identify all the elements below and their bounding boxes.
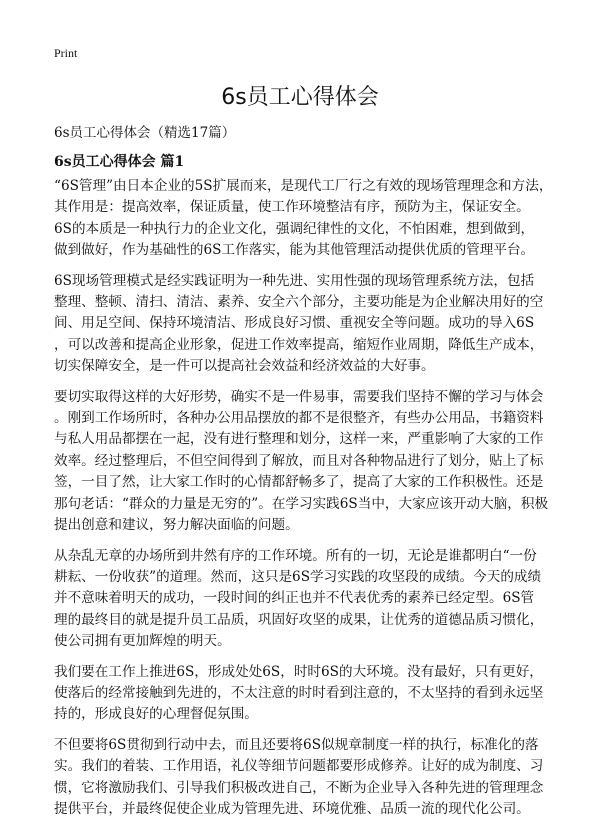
paragraph-line: 效率。经过整理后，不但空间得到了解放，而且对各种物品进行了划分，贴上了标 — [54, 452, 544, 469]
paragraph-line: 使公司拥有更加辉煌的明天。 — [54, 633, 231, 650]
article-body — [54, 176, 554, 829]
paragraph — [54, 546, 554, 653]
paragraph — [54, 387, 554, 537]
paragraph-line: 我们要在工作上推进6S，形成处处6S，时时6S的大环境。没有最好，只有更好， — [54, 663, 543, 680]
paragraph-line: 。刚到工作场所时，各种办公用品摆放的都不是很整齐，有些办公用品，书籍资料 — [54, 410, 544, 427]
paragraph-line: 做到做好，作为基础性的6S工作落实，能为其他管理活动提供优质的管理平台。 — [54, 242, 535, 259]
paragraph-line: 耕耘、一份收获”的道理。然而，这只是6S学习实践的攻坚段的成绩。今天的成绩 — [54, 568, 542, 585]
paragraph-line: 实。我们的着装、工作用语，礼仪等细节问题都要形成修养。让好的成为制度、习 — [54, 758, 544, 775]
paragraph-line: 使落后的经常接触到先进的，不太注意的时时看到注意的，不太坚持的看到永远坚 — [54, 684, 544, 701]
section-heading: 6s员工心得体会 篇1 — [54, 154, 185, 170]
paragraph — [54, 662, 554, 726]
paragraph-line: 间、用足空间、保持环境清洁、形成良好习惯、重视安全等问题。成功的导入6S — [54, 315, 535, 332]
paragraph-line: 不但要将6S贯彻到行动中去，而且还要将6S似规章制度一样的执行，标准化的落 — [54, 736, 539, 753]
paragraph-line: 6S的本质是一种执行力的企业文化，强调纪律性的文化，不怕困难，想到做到， — [54, 220, 535, 237]
paragraph-line: 持的，形成良好的心理督促氛围。 — [54, 706, 258, 723]
paragraph-line: 并不意味着明天的成功，一段时间的纠正也并不代表优秀的素养已经定型。6S管 — [54, 590, 535, 607]
paragraph-line: 理的最终目的就是提升员工品质，巩固好攻坚的成果，让优秀的道德品质习惯化， — [54, 611, 544, 628]
paragraph-line: ，可以改善和提高企业形象，促进工作效率提高，缩短作业周期，降低生产成本， — [54, 336, 544, 353]
paragraph-line: 从杂乱无章的办场所到井然有序的工作环境。所有的一切，无论是谁都明白“一份 — [54, 547, 537, 564]
paragraph-line: 要切实取得这样的大好形势，确实不是一件易事，需要我们坚持不懈的学习与体会 — [54, 388, 544, 405]
paragraph — [54, 735, 554, 821]
page-title: 6s员工心得体会 — [221, 85, 379, 110]
paragraph-line: 提出创意和建议，努力解决面临的问题。 — [54, 517, 299, 534]
paragraph-line: “6S管理”由日本企业的5S扩展而来，是现代工厂行之有效的现场管理理念和方法， — [54, 178, 553, 194]
paragraph — [54, 271, 554, 378]
print-link[interactable]: Print — [54, 46, 78, 60]
paragraph-line: 其作用是：提高效率，保证质量，使工作环境整洁有序，预防为主，保证安全。 — [54, 199, 530, 216]
paragraph-line: 整理、整顿、清扫、清洁、素养、安全六个部分，主要功能是为企业解决用好的空 — [54, 294, 544, 311]
paragraph — [54, 176, 554, 262]
paragraph-line: 6S现场管理模式是经实践证明为一种先进、实用性强的现场管理系统方法，包括 — [54, 272, 535, 289]
paragraph-line: 惯，它将激励我们、引导我们积极改进自己，不断为企业导入各种先进的管理理念 — [54, 779, 544, 796]
document-subtitle: 6s员工心得体会（精选17篇） — [54, 125, 236, 141]
paragraph-line: 签，一目了然，让大家工作时的心情都舒畅多了，提高了大家的工作积极性。还是 — [54, 474, 544, 491]
paragraph-line: 切实保障安全，是一件可以提高社会效益和经济效益的大好事。 — [54, 358, 435, 375]
paragraph-line: 那句老话：“群众的力量是无穷的”。在学习实践6S当中，大家应该开动大脑，积极 — [54, 495, 549, 512]
paragraph-line: 与私人用品都摆在一起，没有进行整理和划分，这样一来，严重影响了大家的工作 — [54, 431, 544, 448]
paragraph-line: 提供平台，并最终促使企业成为管理先进、环境优雅、品质一流的现代化公司。 — [54, 800, 530, 817]
